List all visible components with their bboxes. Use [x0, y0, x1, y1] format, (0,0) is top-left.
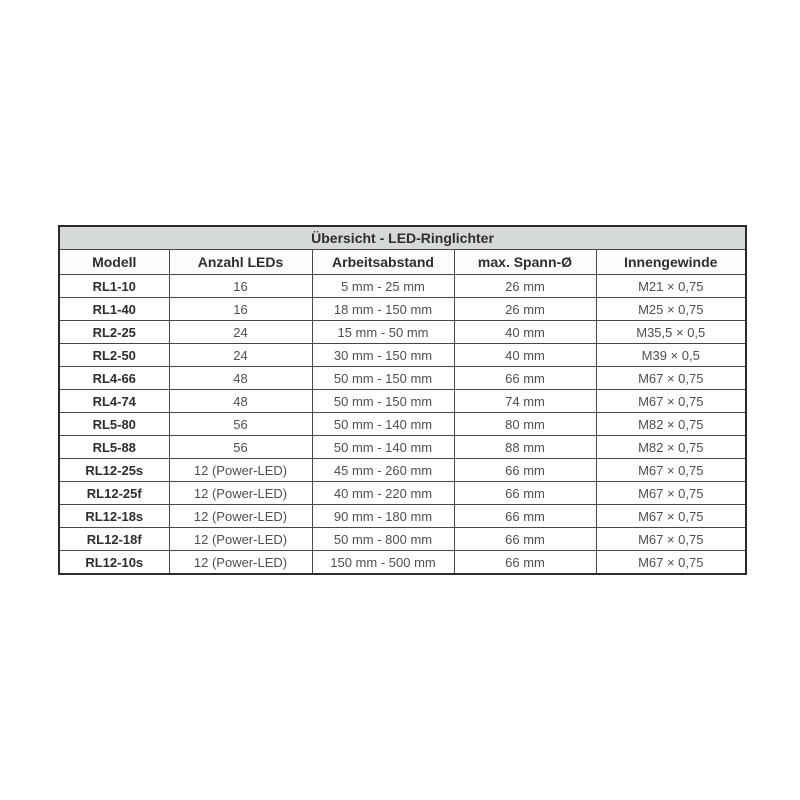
cell-max-spann: 66 mm: [454, 367, 596, 390]
cell-innengewinde: M82 × 0,75: [596, 436, 746, 459]
table-title: Übersicht - LED-Ringlichter: [59, 226, 746, 250]
table-row: [59, 436, 746, 459]
cell-max-spann: 74 mm: [454, 390, 596, 413]
cell-arbeitsabstand: 18 mm - 150 mm: [312, 298, 454, 321]
cell-max-spann: 66 mm: [454, 528, 596, 551]
cell-anzahl-leds: 16: [169, 298, 312, 321]
cell-anzahl-leds: 48: [169, 390, 312, 413]
cell-innengewinde: M67 × 0,75: [596, 528, 746, 551]
cell-max-spann: 66 mm: [454, 459, 596, 482]
table-row: [59, 413, 746, 436]
column-header-innengewinde: Innengewinde: [596, 250, 746, 275]
cell-arbeitsabstand: 50 mm - 140 mm: [312, 413, 454, 436]
cell-innengewinde: M82 × 0,75: [596, 413, 746, 436]
table-title-row: [59, 226, 746, 250]
table-row: [59, 390, 746, 413]
cell-max-spann: 66 mm: [454, 482, 596, 505]
cell-modell: RL12-18s: [59, 505, 169, 528]
cell-anzahl-leds: 12 (Power-LED): [169, 459, 312, 482]
cell-arbeitsabstand: 45 mm - 260 mm: [312, 459, 454, 482]
table-header-row: [59, 250, 746, 275]
cell-modell: RL1-10: [59, 275, 169, 298]
cell-modell: RL12-18f: [59, 528, 169, 551]
table-row: [59, 298, 746, 321]
cell-modell: RL5-88: [59, 436, 169, 459]
spec-table-container: [58, 225, 747, 575]
table-row: [59, 344, 746, 367]
cell-arbeitsabstand: 90 mm - 180 mm: [312, 505, 454, 528]
cell-max-spann: 66 mm: [454, 505, 596, 528]
table-row: [59, 459, 746, 482]
cell-innengewinde: M67 × 0,75: [596, 505, 746, 528]
table-row: [59, 321, 746, 344]
cell-anzahl-leds: 16: [169, 275, 312, 298]
cell-max-spann: 88 mm: [454, 436, 596, 459]
cell-innengewinde: M25 × 0,75: [596, 298, 746, 321]
cell-modell: RL4-66: [59, 367, 169, 390]
cell-max-spann: 40 mm: [454, 321, 596, 344]
cell-anzahl-leds: 12 (Power-LED): [169, 528, 312, 551]
cell-anzahl-leds: 48: [169, 367, 312, 390]
cell-modell: RL12-25s: [59, 459, 169, 482]
column-header-max-spann: max. Spann-Ø: [454, 250, 596, 275]
cell-innengewinde: M67 × 0,75: [596, 390, 746, 413]
cell-anzahl-leds: 12 (Power-LED): [169, 551, 312, 575]
cell-modell: RL5-80: [59, 413, 169, 436]
cell-arbeitsabstand: 40 mm - 220 mm: [312, 482, 454, 505]
cell-max-spann: 40 mm: [454, 344, 596, 367]
cell-modell: RL2-50: [59, 344, 169, 367]
table-row: [59, 482, 746, 505]
column-header-anzahl-leds: Anzahl LEDs: [169, 250, 312, 275]
cell-innengewinde: M39 × 0,5: [596, 344, 746, 367]
cell-arbeitsabstand: 50 mm - 150 mm: [312, 390, 454, 413]
cell-arbeitsabstand: 15 mm - 50 mm: [312, 321, 454, 344]
cell-modell: RL1-40: [59, 298, 169, 321]
spec-table: [58, 225, 747, 575]
table-row: [59, 528, 746, 551]
cell-modell: RL12-10s: [59, 551, 169, 575]
cell-anzahl-leds: 24: [169, 321, 312, 344]
cell-innengewinde: M67 × 0,75: [596, 551, 746, 575]
cell-max-spann: 66 mm: [454, 551, 596, 575]
cell-anzahl-leds: 12 (Power-LED): [169, 482, 312, 505]
cell-arbeitsabstand: 5 mm - 25 mm: [312, 275, 454, 298]
cell-max-spann: 26 mm: [454, 275, 596, 298]
cell-anzahl-leds: 12 (Power-LED): [169, 505, 312, 528]
cell-max-spann: 80 mm: [454, 413, 596, 436]
cell-innengewinde: M67 × 0,75: [596, 367, 746, 390]
cell-arbeitsabstand: 50 mm - 150 mm: [312, 367, 454, 390]
cell-modell: RL4-74: [59, 390, 169, 413]
cell-innengewinde: M67 × 0,75: [596, 482, 746, 505]
cell-anzahl-leds: 56: [169, 436, 312, 459]
cell-innengewinde: M35,5 × 0,5: [596, 321, 746, 344]
column-header-arbeitsabstand: Arbeitsabstand: [312, 250, 454, 275]
column-header-modell: Modell: [59, 250, 169, 275]
cell-arbeitsabstand: 50 mm - 800 mm: [312, 528, 454, 551]
cell-arbeitsabstand: 150 mm - 500 mm: [312, 551, 454, 575]
cell-anzahl-leds: 56: [169, 413, 312, 436]
cell-innengewinde: M67 × 0,75: [596, 459, 746, 482]
cell-modell: RL12-25f: [59, 482, 169, 505]
table-row: [59, 551, 746, 575]
table-row: [59, 505, 746, 528]
cell-arbeitsabstand: 50 mm - 140 mm: [312, 436, 454, 459]
cell-anzahl-leds: 24: [169, 344, 312, 367]
cell-innengewinde: M21 × 0,75: [596, 275, 746, 298]
table-row: [59, 275, 746, 298]
cell-max-spann: 26 mm: [454, 298, 596, 321]
table-row: [59, 367, 746, 390]
cell-modell: RL2-25: [59, 321, 169, 344]
cell-arbeitsabstand: 30 mm - 150 mm: [312, 344, 454, 367]
